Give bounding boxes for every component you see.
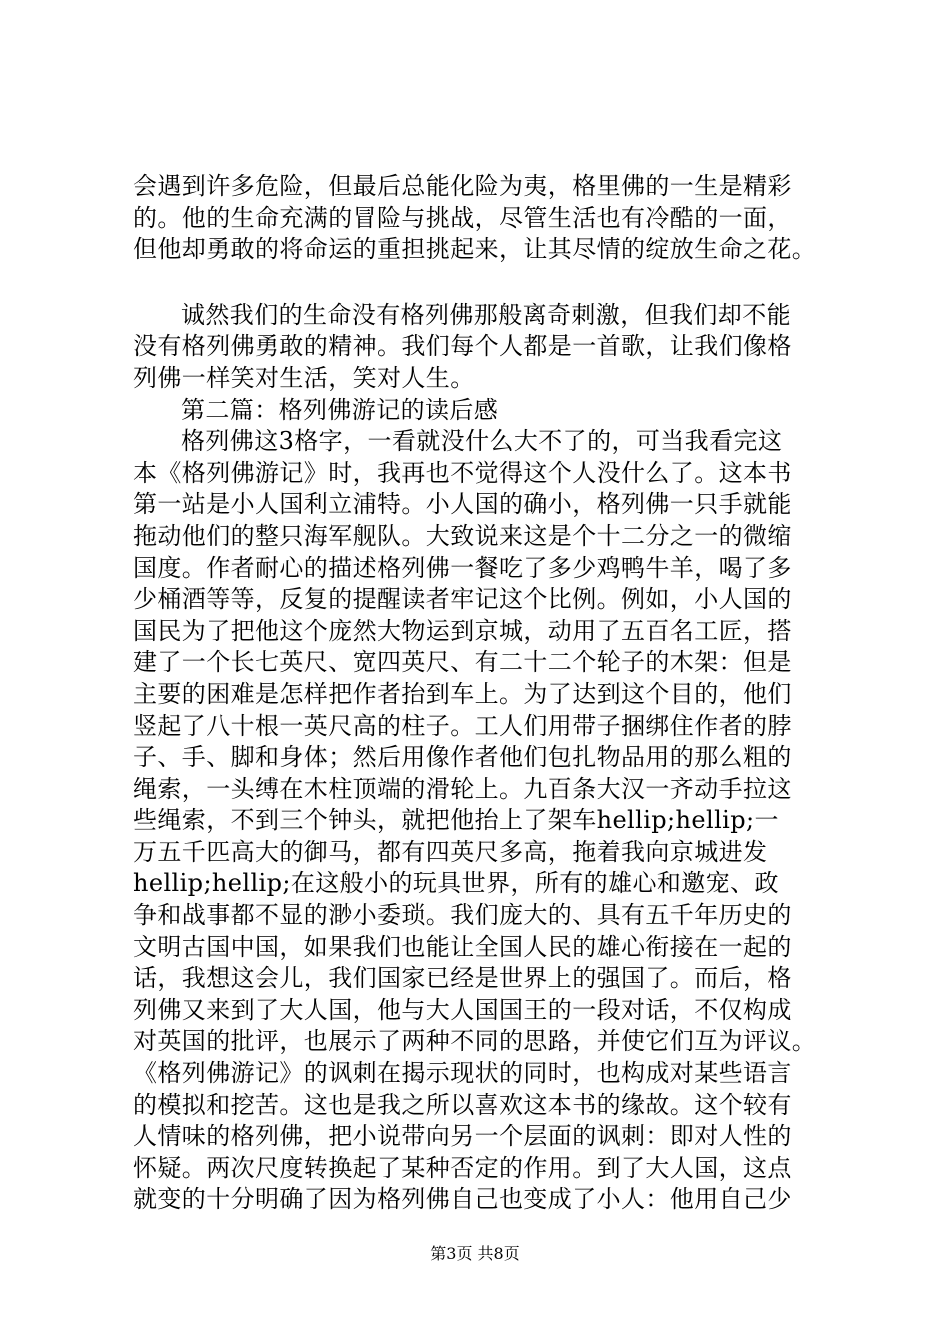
text-line: 人情味的格列佛，把小说带向另一个层面的讽刺：即对人性的 [133, 1122, 792, 1151]
text-line: 竖起了八十根一英尺高的柱子。工人们用带子捆绑住作者的脖 [133, 711, 792, 740]
text-line: 会遇到许多危险，但最后总能化险为夷，格里佛的一生是精彩 [133, 172, 792, 200]
text-line: 国民为了把他这个庞然大物运到京城，动用了五百名工匠，搭 [133, 616, 792, 645]
text-line: 但他却勇敢的将命运的重担挑起来，让其尽情的绽放生命之花。 [133, 235, 817, 264]
paragraph-1 [133, 171, 833, 266]
text-line: 的模拟和挖苦。这也是我之所以喜欢这本书的缘故。这个较有 [133, 1090, 792, 1119]
text-line: 诚然我们的生命没有格列佛那般离奇刺激，但我们却不能 [181, 300, 791, 329]
text-line: hellip;hellip;在这般小的玩具世界，所有的雄心和邀宠、政 [133, 869, 779, 898]
text-line: 文明古国中国，如果我们也能让全国人民的雄心衔接在一起的 [133, 932, 792, 961]
text-line: 些绳索，不到三个钟头，就把他抬上了架车hellip;hellip;一 [133, 806, 779, 835]
text-line: 争和战事都不显的渺小委琐。我们庞大的、具有五千年历史的 [133, 901, 792, 930]
text-line: 万五千匹高大的御马，都有四英尺多高，拖着我向京城进发 [133, 837, 768, 866]
text-line: 第一站是小人国利立浦特。小人国的确小，格列佛一只手就能 [133, 490, 792, 519]
paragraph-2 [133, 300, 833, 395]
paragraph-gap [133, 266, 833, 300]
text-line: 列佛一样笑对生活，笑对人生。 [133, 363, 475, 392]
text-line: 对英国的批评，也展示了两种不同的思路，并使它们互为评议。 [133, 1027, 817, 1056]
text-line: 怀疑。两次尺度转换起了某种否定的作用。到了大人国，这点 [133, 1153, 792, 1182]
paragraph-3 [133, 426, 833, 1216]
text-line: 没有格列佛勇敢的精神。我们每个人都是一首歌，让我们像格 [133, 332, 792, 361]
text-line: 《格列佛游记》的讽刺在揭示现状的同时，也构成对某些语言 [133, 1059, 792, 1088]
text-line: 拖动他们的整只海军舰队。大致说来这是个十二分之一的微缩 [133, 521, 792, 550]
text-line: 格列佛这3格字，一看就没什么大不了的，可当我看完这 [181, 427, 783, 456]
text-line: 子、手、脚和身体；然后用像作者他们包扎物品用的那么粗的 [133, 743, 792, 772]
text-line: 的。他的生命充满的冒险与挑战，尽管生活也有冷酷的一面， [133, 203, 792, 232]
text-line: 国度。作者耐心的描述格列佛一餐吃了多少鸡鸭牛羊，喝了多 [133, 553, 792, 582]
text-line: 绳索，一头缚在木柱顶端的滑轮上。九百条大汉一齐动手拉这 [133, 774, 792, 803]
text-line: 本《格列佛游记》时，我再也不觉得这个人没什么了。这本书 [133, 458, 792, 487]
text-line: 列佛又来到了大人国，他与大人国国王的一段对话，不仅构成 [133, 995, 792, 1024]
document-body [133, 171, 833, 1216]
text-line: 建了一个长七英尺、宽四英尺、有二十二个轮子的木架：但是 [133, 648, 792, 677]
text-line: 少桶酒等等，反复的提醒读者牢记这个比例。例如，小人国的 [133, 585, 792, 614]
page-number-footer: 第3页 共8页 [430, 1244, 520, 1263]
text-line: 主要的困难是怎样把作者抬到车上。为了达到这个目的，他们 [133, 679, 792, 708]
text-line: 就变的十分明确了因为格列佛自己也变成了小人：他用自己少 [133, 1185, 792, 1214]
section-title: 第二篇：格列佛游记的读后感 [181, 395, 499, 424]
text-line: 话，我想这会儿，我们国家已经是世界上的强国了。而后，格 [133, 964, 792, 993]
